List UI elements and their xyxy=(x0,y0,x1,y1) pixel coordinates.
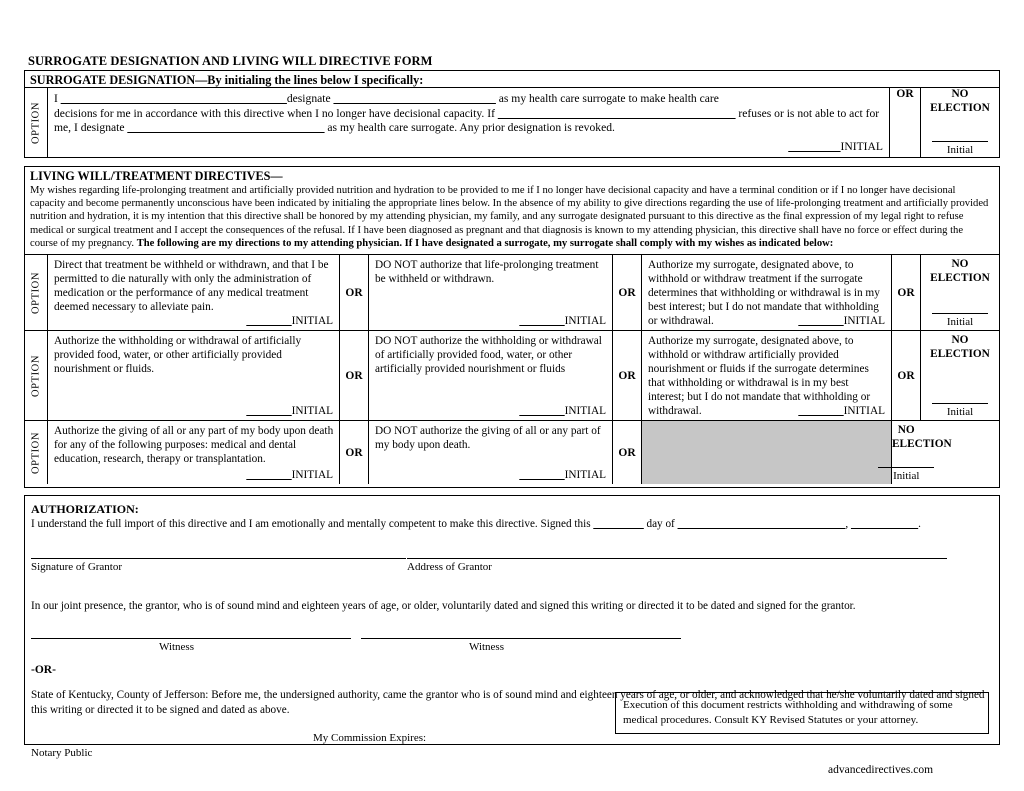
surrogate-initial-word: INITIAL xyxy=(840,139,883,153)
directive-choice-b[interactable] xyxy=(369,421,613,485)
or-separator-cell: OR xyxy=(892,255,921,331)
surrogate-blank-name[interactable]: _______________________________________ xyxy=(60,92,287,105)
directive-choice-b-text: DO NOT authorize the withholding or withdrawal of artificially provided food, water, or other artificially provided nourishment or fluids xyxy=(375,335,602,376)
directive-initial-b-blank[interactable]: ________ xyxy=(519,469,565,482)
no-election-initial-rule[interactable] xyxy=(878,467,934,468)
directive-initial-a-blank[interactable]: ________ xyxy=(246,469,292,482)
or-separator-label: -OR- xyxy=(31,664,56,676)
directive-initial-c-word: INITIAL xyxy=(843,405,885,418)
option-vertical-label: OPTION xyxy=(30,271,42,314)
directive-initial-c-blank[interactable]: ________ xyxy=(798,315,844,328)
directive-initial-a-word: INITIAL xyxy=(291,315,333,328)
or-separator-cell: OR xyxy=(613,421,642,485)
witness-line-1[interactable] xyxy=(31,638,351,639)
no-election-initial-label: Initial xyxy=(946,405,974,418)
directive-choice-a[interactable] xyxy=(48,331,340,421)
directive-choice-b[interactable] xyxy=(369,255,613,331)
treatment-directives-table xyxy=(25,254,999,484)
table-row xyxy=(25,421,999,485)
no-election-initial-rule[interactable] xyxy=(932,313,988,314)
surrogate-line1-mid: designate xyxy=(286,92,334,105)
signature-of-grantor-line[interactable] xyxy=(31,558,406,559)
no-election-line1: NO xyxy=(951,258,969,271)
or-separator-cell: OR xyxy=(890,88,921,158)
option-label-cell xyxy=(25,331,48,421)
no-election-initial-rule[interactable] xyxy=(932,141,988,142)
legal-notice-box: Execution of this document restricts withholding and withdrawing of some medical procedures. Consult KY Revised Statutes or your attorney. xyxy=(615,692,989,734)
directive-initial-a[interactable] xyxy=(246,404,333,418)
living-will-paragraph-bold: The following are my directions to my attending physician. If I have designated a surrogate, my surrogate shall comply with my wishes as indicated below: xyxy=(136,237,834,249)
signed-day-blank[interactable]: _________ xyxy=(593,518,644,530)
or-separator-cell: OR xyxy=(340,255,369,331)
no-election-initial-label: Initial xyxy=(946,315,974,328)
signature-of-grantor-label: Signature of Grantor xyxy=(31,561,123,573)
living-will-paragraph-plain: My wishes regarding life-prolonging treatment and artificially provided nutrition and hydration to be provided to me if I no longer have decisional capacity and have a terminal condition or if I no longer have decisional capacity and become permanently unconscious have been indicated by initialing the appropriate lines below. In the absence of my ability to give directions regarding the use of life-prolonging treatment and artificially provided nutrition and hydration, it is my intention that this directive shall be honored by my attending physician, my family, and any surrogate designated pursuant to this directive as the final expression of my legal right to refuse medical or surgical treatment and I accept the consequences of the refusal. If I have been diagnosed as pregnant and that diagnosis is known to my attending physician, this directive shall have no force or effect during the course of my pregnancy. xyxy=(30,185,989,249)
living-will-section xyxy=(24,166,1000,488)
directive-choice-a-text: Authorize the withholding or withdrawal of artificially provided food, water, or other artificially provided nourishment or fluids. xyxy=(54,335,302,376)
directive-initial-b[interactable] xyxy=(519,468,606,482)
directive-choice-c-text: Authorize my surrogate, designated above, to withhold or withdraw treatment if the surrogate determines that withholding or withdrawal is in my best interest; but I do not mandate that withholding or withdrawal. xyxy=(648,259,880,328)
no-election-line2: ELECTION xyxy=(930,347,990,360)
footer-website-url: advancedirectives.com xyxy=(828,764,934,776)
surrogate-section-heading: SURROGATE DESIGNATION—By initialing the lines below I specifically: xyxy=(25,71,999,88)
directive-choice-c-disabled xyxy=(642,421,892,485)
surrogate-line2-suffix: refuses or is not able to act for xyxy=(735,106,880,120)
no-election-line1: NO xyxy=(897,424,915,437)
surrogate-line3-suffix: as my health care surrogate. Any prior designation is revoked. xyxy=(324,121,615,134)
or-separator-cell: OR xyxy=(892,331,921,421)
address-of-grantor-line[interactable] xyxy=(407,558,947,559)
table-row xyxy=(25,331,999,421)
no-election-initial-label: Initial xyxy=(893,469,920,482)
table-row xyxy=(25,255,999,331)
table-row xyxy=(25,88,999,158)
directive-initial-b[interactable] xyxy=(519,314,606,328)
surrogate-blank-alternate2[interactable]: __________________________________ xyxy=(127,121,325,134)
commission-expires-label: My Commission Expires: xyxy=(313,732,427,744)
no-election-cell[interactable] xyxy=(921,88,1000,158)
no-election-cell[interactable] xyxy=(892,421,952,485)
surrogate-line1-suffix: as my health care surrogate to make health care xyxy=(495,92,719,105)
no-election-line2: ELECTION xyxy=(930,271,990,284)
directive-choice-c[interactable] xyxy=(642,255,892,331)
witness-line-2[interactable] xyxy=(361,638,681,639)
no-election-line1: NO xyxy=(951,334,969,347)
no-election-line1: NO xyxy=(951,88,969,100)
or-separator-cell: OR xyxy=(613,331,642,421)
page-title: SURROGATE DESIGNATION AND LIVING WILL DIRECTIVE FORM xyxy=(28,54,433,71)
grantor-signature-row xyxy=(31,558,991,588)
surrogate-line1-prefix: I xyxy=(54,92,61,105)
no-election-line2: ELECTION xyxy=(892,437,952,450)
signed-month-blank[interactable]: ______________________________ xyxy=(677,518,846,530)
directive-choice-a[interactable] xyxy=(48,421,340,485)
joint-presence-statement: In our joint presence, the grantor, who is of sound mind and eighteen years of age, or older, voluntarily dated and signed this writing or directed it to be dated and signed for the grantor. xyxy=(31,600,856,612)
surrogate-blank-alternate[interactable]: _________________________________________ xyxy=(497,106,736,120)
directive-choice-b-text: DO NOT authorize that life-prolonging treatment be withheld or withdrawn. xyxy=(375,259,599,286)
no-election-initial-rule[interactable] xyxy=(932,403,988,404)
authorization-statement-b: day of xyxy=(643,518,678,530)
option-vertical-label: OPTION xyxy=(30,101,42,145)
directive-initial-c-word: INITIAL xyxy=(843,315,885,328)
directive-choice-a[interactable] xyxy=(48,255,340,331)
directive-initial-c[interactable] xyxy=(798,314,885,328)
witness-row xyxy=(31,638,991,668)
authorization-statement-a: I understand the full import of this directive and I am emotionally and mentally competent to make this directive. Signed this xyxy=(31,518,594,530)
living-will-heading: LIVING WILL/TREATMENT DIRECTIVES— xyxy=(30,169,283,183)
authorization-title: AUTHORIZATION: xyxy=(31,502,139,516)
directive-initial-c[interactable] xyxy=(798,404,885,418)
directive-initial-a-blank[interactable]: ________ xyxy=(246,405,292,418)
surrogate-designation-section xyxy=(24,70,1000,158)
surrogate-initial-blank[interactable]: _________ xyxy=(788,139,841,153)
no-election-cell[interactable] xyxy=(921,331,1000,421)
authorization-statement-c: , xyxy=(845,518,851,530)
or-separator-cell: OR xyxy=(340,421,369,485)
directive-initial-a-blank[interactable]: ________ xyxy=(246,315,292,328)
surrogate-line2-prefix: decisions for me in accordance with this directive when I no longer have decisional capacity. If xyxy=(54,106,498,120)
authorization-statement xyxy=(31,517,991,532)
authorization-section xyxy=(24,495,1000,759)
option-vertical-label: OPTION xyxy=(30,431,42,474)
option-label-cell xyxy=(25,421,48,485)
surrogate-designation-text-cell xyxy=(48,88,890,158)
directive-choice-c[interactable] xyxy=(642,331,892,421)
commission-expires-line[interactable] xyxy=(453,744,643,745)
directive-initial-b-word: INITIAL xyxy=(564,315,606,328)
or-separator-cell: OR xyxy=(613,255,642,331)
notary-public-line[interactable] xyxy=(31,744,351,745)
directive-choice-b-text: DO NOT authorize the giving of all or any part of my body upon death. xyxy=(375,425,601,452)
directive-choice-b[interactable] xyxy=(369,331,613,421)
surrogate-initial-line xyxy=(48,139,889,158)
directive-initial-b-blank[interactable]: ________ xyxy=(519,405,565,418)
signed-year-blank[interactable]: ____________ xyxy=(850,518,919,530)
directive-initial-b-blank[interactable]: ________ xyxy=(519,315,565,328)
option-label-cell xyxy=(25,255,48,331)
no-election-cell[interactable] xyxy=(921,255,1000,331)
directive-initial-b[interactable] xyxy=(519,404,606,418)
or-separator-cell: OR xyxy=(340,331,369,421)
authorization-content xyxy=(25,496,999,759)
witness-label-2: Witness xyxy=(469,641,504,653)
directive-initial-a-word: INITIAL xyxy=(291,469,333,482)
directive-initial-c-blank[interactable]: ________ xyxy=(798,405,844,418)
no-election-line2: ELECTION xyxy=(930,101,990,114)
surrogate-option-table xyxy=(25,88,999,158)
option-vertical-label: OPTION xyxy=(30,354,42,397)
directive-choice-c-text: Authorize my surrogate, designated above, to withhold or withdraw artificially provided nourishment or fluids if the surrogate determines that withholding or withdrawal is in my best interest; but I do not mandate that withholding or withdrawal. xyxy=(648,335,871,418)
directive-choice-a-text: Direct that treatment be withheld or withdrawn, and that I be permitted to die naturally with only the administration of medication or the performance of any medical treatment deemed necessary to alleviate pain. xyxy=(54,259,329,314)
address-of-grantor-label: Address of Grantor xyxy=(407,561,492,573)
directive-initial-a[interactable] xyxy=(246,314,333,328)
notary-statement: State of Kentucky, County of Jefferson: Before me, the undersigned authority, came the grantor who is of sound mind and eighteen years of age, or older, and acknowledged that he/she voluntarily dated and signed this writing or directed it to be signed and dated as above. xyxy=(31,689,985,716)
surrogate-blank-surrogate[interactable]: ____________________________ xyxy=(333,92,496,105)
directive-initial-a[interactable] xyxy=(246,468,333,482)
directive-initial-b-word: INITIAL xyxy=(564,405,606,418)
living-will-paragraph xyxy=(25,184,999,253)
witness-label-1: Witness xyxy=(159,641,194,653)
authorization-statement-d: . xyxy=(918,518,921,530)
option-label-cell xyxy=(25,88,48,158)
no-election-initial-label: Initial xyxy=(946,143,974,156)
surrogate-body-text xyxy=(48,88,889,139)
directive-initial-a-word: INITIAL xyxy=(291,405,333,418)
directive-choice-a-text: Authorize the giving of all or any part of my body upon death for any of the following purposes: medical and dental education, research, therapy or transplantation. xyxy=(54,425,334,466)
surrogate-line3-prefix: me, I designate xyxy=(54,121,128,134)
notary-public-label: Notary Public xyxy=(31,747,93,759)
directive-initial-b-word: INITIAL xyxy=(564,469,606,482)
